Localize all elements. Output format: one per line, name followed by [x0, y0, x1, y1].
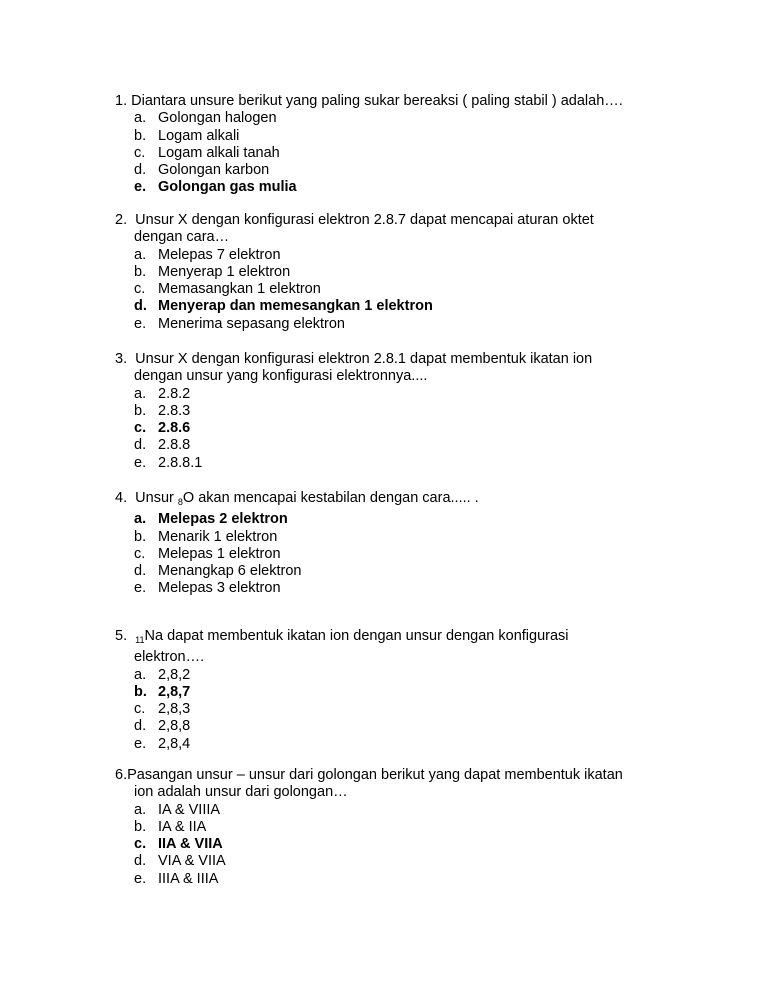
question-stem — [115, 93, 675, 110]
option-letter: e. — [134, 870, 147, 887]
option-text: Melepas 3 elektron — [158, 580, 281, 597]
option-letter: d. — [134, 563, 147, 580]
option-text: 2.8.8 — [158, 437, 191, 454]
option-text: 2,8,4 — [158, 735, 191, 752]
option-letter: d. — [134, 298, 147, 315]
question-number: 3. — [115, 351, 128, 367]
option-letter: b. — [134, 528, 147, 545]
option-text: Menarik 1 elektron — [158, 528, 278, 545]
option-letter: c. — [134, 545, 146, 562]
option-text: Menangkap 6 elektron — [158, 563, 302, 580]
option-letter: c. — [134, 701, 146, 718]
option-d — [115, 563, 675, 580]
option-a — [115, 247, 675, 264]
option-letter: a. — [134, 110, 147, 127]
atomic-number-subscript: 8 — [177, 497, 183, 507]
option-e — [115, 455, 675, 472]
question-text: Na dapat membentuk ikatan ion dengan unsur dengan konfigurasi — [144, 628, 569, 644]
option-e — [115, 580, 675, 597]
option-text: 2,8,7 — [158, 683, 191, 700]
option-a-correct — [115, 511, 675, 528]
option-text: Golongan gas mulia — [158, 179, 297, 196]
question-text-continued: ion adalah unsur dari golongan… — [134, 784, 348, 801]
option-d-correct — [115, 298, 675, 315]
option-b — [115, 264, 675, 281]
option-text: 2,8,2 — [158, 666, 191, 683]
question-2 — [115, 212, 675, 333]
option-letter: d. — [134, 162, 147, 179]
option-text: 2,8,8 — [158, 718, 191, 735]
option-c — [115, 145, 675, 162]
option-text: 2.8.8.1 — [158, 454, 203, 471]
question-stem — [115, 212, 675, 229]
option-letter: b. — [134, 402, 147, 419]
option-text: Menerima sepasang elektron — [158, 315, 345, 332]
question-1 — [115, 93, 675, 197]
question-number: 6. — [115, 767, 128, 783]
option-b-correct — [115, 684, 675, 701]
question-stem — [115, 490, 675, 511]
option-c-correct — [115, 836, 675, 853]
question-5 — [115, 628, 675, 753]
option-letter: b. — [134, 818, 147, 835]
option-c — [115, 546, 675, 563]
option-b — [115, 128, 675, 145]
question-text: Pasangan unsur – unsur dari golongan berikut yang dapat membentuk ikatan — [127, 767, 623, 783]
question-stem — [115, 351, 675, 368]
option-text: IA & IIA — [158, 818, 207, 835]
option-e — [115, 736, 675, 753]
question-text-pre: Unsur — [135, 490, 178, 506]
option-d — [115, 853, 675, 870]
atomic-number-subscript: 11 — [135, 635, 145, 645]
option-text: Menyerap 1 elektron — [158, 263, 291, 280]
option-text: Melepas 7 elektron — [158, 246, 281, 263]
option-letter: e. — [134, 454, 147, 471]
question-4 — [115, 490, 675, 598]
option-letter: d. — [134, 853, 147, 870]
option-c — [115, 701, 675, 718]
option-letter: c. — [134, 420, 147, 437]
option-e — [115, 871, 675, 888]
option-a — [115, 110, 675, 127]
question-number: 2. — [115, 212, 128, 228]
option-d — [115, 437, 675, 454]
option-letter: b. — [134, 683, 147, 700]
question-number: 4. — [115, 490, 128, 506]
option-text: 2.8.2 — [158, 385, 191, 402]
question-3 — [115, 351, 675, 472]
option-text: Memasangkan 1 elektron — [158, 281, 321, 298]
question-text: Unsur X dengan konfigurasi elektron 2.8.1 dapat membentuk ikatan ion — [135, 351, 593, 367]
option-letter: b. — [134, 127, 147, 144]
option-text: Logam alkali tanah — [158, 144, 280, 161]
option-text: IIA & VIIA — [158, 836, 223, 853]
option-letter: a. — [134, 511, 147, 528]
question-number: 1. — [115, 93, 128, 109]
option-letter: a. — [134, 801, 147, 818]
option-letter: b. — [134, 263, 147, 280]
question-stem — [115, 628, 675, 649]
option-text: 2.8.3 — [158, 402, 191, 419]
option-text: Menyerap dan memesangkan 1 elektron — [158, 298, 433, 315]
option-letter: a. — [134, 666, 147, 683]
option-d — [115, 162, 675, 179]
option-c-correct — [115, 420, 675, 437]
option-text: 2.8.6 — [158, 420, 191, 437]
option-b — [115, 529, 675, 546]
question-text: Diantara unsure berikut yang paling sukar bereaksi ( paling stabil ) adalah…. — [131, 93, 623, 109]
option-letter: e. — [134, 735, 147, 752]
question-text-continued: dengan cara… — [134, 229, 230, 246]
option-c — [115, 281, 675, 298]
option-a — [115, 386, 675, 403]
question-text-post: O akan mencapai kestabilan dengan cara..... . — [182, 490, 479, 506]
option-b — [115, 819, 675, 836]
option-text: Golongan karbon — [158, 162, 270, 179]
option-a — [115, 667, 675, 684]
option-text: VIA & VIIA — [158, 853, 226, 870]
option-text: Melepas 1 elektron — [158, 545, 281, 562]
option-letter: a. — [134, 385, 147, 402]
option-text: IA & VIIIA — [158, 801, 221, 818]
question-text: Unsur X dengan konfigurasi elektron 2.8.7 dapat mencapai aturan oktet — [135, 212, 594, 228]
option-text: 2,8,3 — [158, 701, 191, 718]
option-letter: c. — [134, 144, 146, 161]
question-stem — [115, 767, 675, 784]
option-letter: e. — [134, 179, 147, 196]
option-e — [115, 316, 675, 333]
option-e-correct — [115, 179, 675, 196]
option-letter: e. — [134, 580, 147, 597]
option-letter: d. — [134, 718, 147, 735]
option-letter: c. — [134, 281, 146, 298]
option-letter: c. — [134, 836, 147, 853]
question-text-continued: dengan unsur yang konfigurasi elektronnya.... — [134, 368, 428, 385]
option-letter: d. — [134, 437, 147, 454]
question-number: 5. — [115, 628, 128, 644]
option-letter: a. — [134, 246, 147, 263]
option-text: IIIA & IIIA — [158, 870, 219, 887]
question-text-continued: elektron…. — [134, 649, 205, 666]
option-text: Golongan halogen — [158, 110, 277, 127]
option-a — [115, 802, 675, 819]
option-letter: e. — [134, 315, 147, 332]
option-b — [115, 403, 675, 420]
question-6 — [115, 767, 675, 888]
option-text: Melepas 2 elektron — [158, 511, 288, 528]
option-text: Logam alkali — [158, 127, 240, 144]
option-d — [115, 718, 675, 735]
